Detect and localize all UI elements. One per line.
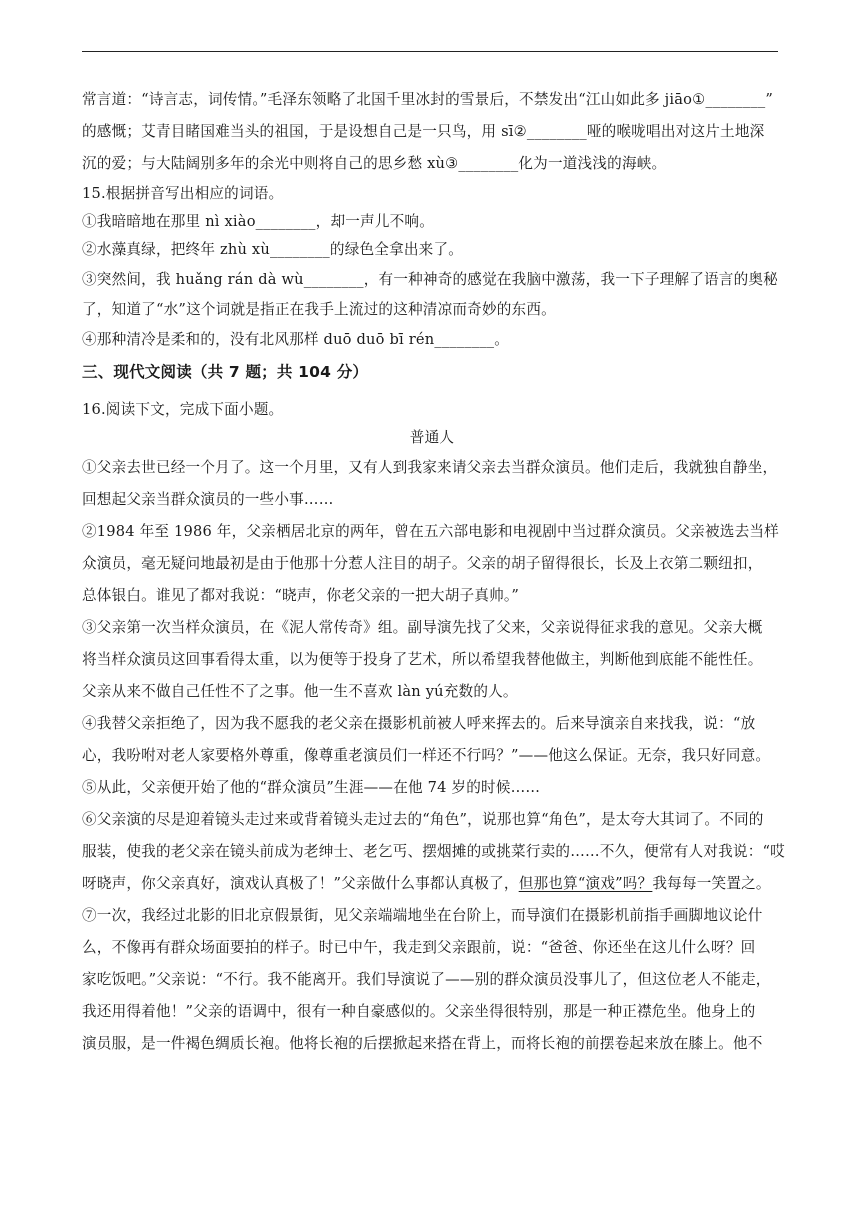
passage-line: 服装，使我的老父亲在镜头前成为老绅士、老乞丐、摆烟摊的或挑菜行卖的……不久，便常有人对我说：“哎 xyxy=(82,843,785,860)
question-15-item-cont: 了，知道了“水”这个词就是指正在我手上流过的这种清凉而奇妙的东西。 xyxy=(82,301,556,318)
document-body xyxy=(82,84,785,1060)
section-heading: 三、现代文阅读（共 7 题；共 104 分） xyxy=(82,363,369,381)
passage-line: 家吃饭吧。”父亲说：“不行。我不能离开。我们导演说了——别的群众演员没事儿了，但这位老人不能走， xyxy=(82,971,771,988)
header-rule xyxy=(82,51,778,52)
question-16-prompt: 16.阅读下文，完成下面小题。 xyxy=(82,401,284,418)
question-15-title: 15.根据拼音写出相应的词语。 xyxy=(82,185,284,202)
passage-line: 父亲从来不做自己任性不了之事。他一生不喜欢 làn yú充数的人。 xyxy=(82,683,518,700)
passage-title: 普通人 xyxy=(409,429,455,446)
passage-line: ④我替父亲拒绝了，因为我不愿我的老父亲在摄影机前被人呼来挥去的。后来导演亲自来找我，说：“放 xyxy=(82,715,756,732)
passage-line xyxy=(82,868,782,900)
intro-line: 常言道：“诗言志，词传情。”毛泽东领略了北国千里冰封的雪景后，不禁发出“江山如此多 jiāo①________” xyxy=(82,91,774,108)
passage-line: ②1984 年至 1986 年，父亲栖居北京的两年，曾在五六部电影和电视剧中当过群众演员。父亲被选去当样 xyxy=(82,523,779,540)
passage-line: 我还用得着他！”父亲的语调中，很有一种自豪感似的。父亲坐得很特别，那是一种正襟危坐。他身上的 xyxy=(82,1003,756,1020)
passage-line: ⑤从此，父亲便开始了他的“群众演员”生涯——在他 74 岁的时候…… xyxy=(82,779,541,796)
passage-line: 么，不像再有群众场面要拍的样子。时已中午，我走到父亲跟前，说：“爸爸、你还坐在这儿什么呀？回 xyxy=(82,939,756,956)
passage-line: 总体银白。谁见了都对我说：“晓声，你老父亲的一把大胡子真帅。” xyxy=(82,587,520,604)
passage-line: 心，我吩咐对老人家要格外尊重，像尊重老演员们一样还不行吗？”——他这么保证。无奈，我只好同意。 xyxy=(82,747,771,764)
passage-line: ③父亲第一次当样众演员，在《泥人常传奇》组。副导演先找了父来，父亲说得征求我的意见。父亲大概 xyxy=(82,619,763,636)
passage-line: ①父亲去世已经一个月了。这一个月里，又有人到我家来请父亲去当群众演员。他们走后，我就独自静坐， xyxy=(82,459,778,476)
question-15-item: ①我暗暗地在那里 nì xiào________，却一声儿不响。 xyxy=(82,213,435,230)
passage-text: 我每每一笑置之。 xyxy=(652,875,771,892)
passage-text: 呀晓声，你父亲真好，演戏认真极了！”父亲做什么事都认真极了， xyxy=(82,875,519,892)
question-15-item: ④那种清冷是柔和的，没有北风那样 duō duō bī rén________。 xyxy=(82,331,510,348)
passage-line: 将当样众演员这回事看得太重，以为便等于投身了艺术，所以希望我替他做主，判断他到底能不能性任。 xyxy=(82,651,763,668)
question-15-item: ②水藻真绿，把终年 zhù xù________的绿色全拿出来了。 xyxy=(82,241,464,258)
intro-line: 沉的爱；与大陆阔别多年的余光中则将自己的思乡愁 xù③________化为一道浅浅的海峡。 xyxy=(82,155,667,172)
passage-line: ⑦一次，我经过北影的旧北京假景街，见父亲端端地坐在台阶上，而导演们在摄影机前指手画脚地议论什 xyxy=(82,907,763,924)
question-15-item: ③突然间，我 huǎng rán dà wù________，有一种神奇的感觉在我脑中激荡，我一下子理解了语言的奥秘 xyxy=(82,271,778,288)
passage-line: 回想起父亲当群众演员的一些小事…… xyxy=(82,491,334,508)
passage-line: ⑥父亲演的尽是迎着镜头走过来或背着镜头走过去的“角色”，说那也算“角色”，是太夸大其词了。不同的 xyxy=(82,811,764,828)
underlined-sentence: 但那也算“演戏”吗？ xyxy=(518,875,653,892)
passage-line: 众演员，毫无疑问地最初是由于他那十分惹人注目的胡子。父亲的胡子留得很长，长及上衣第二颗纽扣， xyxy=(82,555,763,572)
intro-line: 的感慨；艾青目睹国难当头的祖国，于是设想自己是一只鸟，用 sī②________哑的喉咙唱出对这片土地深 xyxy=(82,123,765,140)
passage-line: 演员服，是一件褐色绸质长袍。他将长袍的后摆掀起来搭在背上，而将长袍的前摆卷起来放在膝上。他不 xyxy=(82,1035,763,1052)
